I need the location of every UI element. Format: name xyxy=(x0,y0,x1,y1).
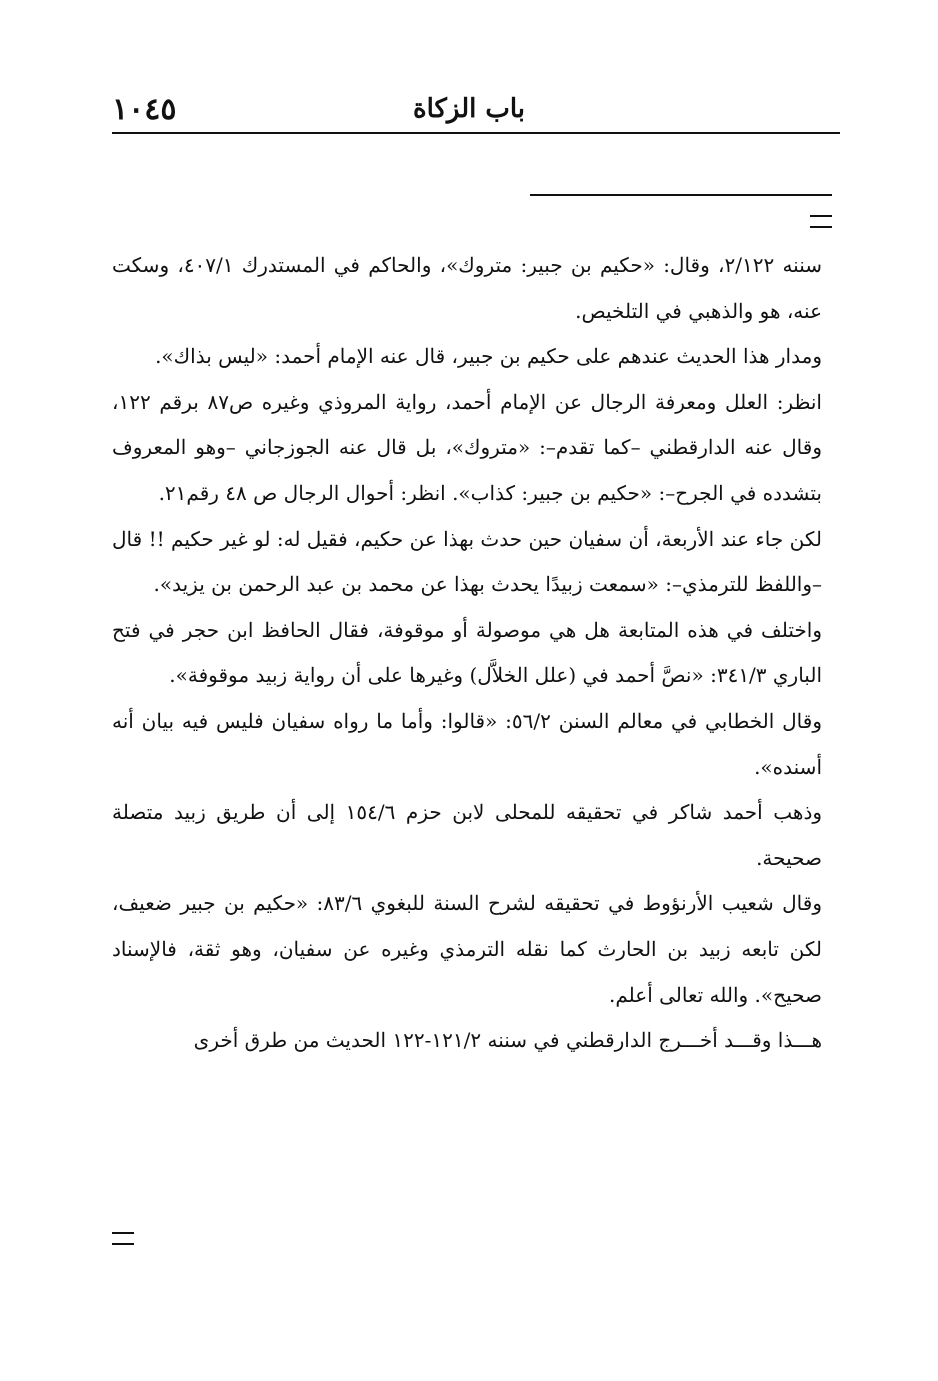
paragraph: وقال الخطابي في معالم السنن ٥٦/٢: «قالوا: وأما ما رواه سفيان فليس فيه بيان أنه أسنده». xyxy=(112,708,822,779)
paragraph: ومدار هذا الحديث عندهم على حكيم بن جبير، قال عنه الإمام أحمد: «ليس بذاك». xyxy=(155,344,822,369)
paragraph: وقال شعيب الأرنؤوط في تحقيقه لشرح السنة للبغوي ٨٣/٦: «حكيم بن جبير ضعيف، لكن تابعه زبيد بن الحارث كما نقله الترمذي وغيره عن سفيان، وهو ثقة، فالإسناد صحيح». والله تعالى أعلم. xyxy=(112,891,822,1007)
paragraph: انظر: العلل ومعرفة الرجال عن الإمام أحمد، رواية المروذي وغيره ص٨٧ برقم ١٢٢، وقال عنه الدارقطني –كما تقدم–: «متروك»، بل قال عنه الجوزجاني –وهو المعروف بتشدده في الجرح–: «حكيم بن جبير: كذاب». انظر: أحوال الرجال ص ٤٨ رقم٢١. xyxy=(112,389,822,505)
paragraph: لكن جاء عند الأربعة، أن سفيان حين حدث بهذا عن حكيم، فقيل له: لو غير حكيم !! قال –واللفظ للترمذي–: «سمعت زبيدًا يحدث بهذا عن محمد بن عبد الرحمن بن يزيد». xyxy=(112,526,822,597)
chapter-title: باب الزكاة xyxy=(412,94,526,124)
page-number: ١٠٤٥ xyxy=(112,92,177,127)
header-rule xyxy=(112,132,840,134)
continuation-mark-bottom xyxy=(112,1232,134,1245)
paragraph: وذهب أحمد شاكر في تحقيقه للمحلى لابن حزم ١٥٤/٦ إلى أن طريق زبيد متصلة صحيحة. xyxy=(112,800,823,870)
page-header xyxy=(112,92,826,132)
continuation-mark-top xyxy=(810,215,832,228)
footnote-separator-rule xyxy=(530,194,832,196)
paragraph: هـــذا وقـــد أخـــرج الدارقطني في سننه ١٢١/٢-١٢٢ الحديث من طرق أخرى xyxy=(193,1028,822,1053)
footnote-text xyxy=(112,243,822,1064)
paragraph: سننه ٢/١٢٢، وقال: «حكيم بن جبير: متروك»، والحاكم في المستدرك ٤٠٧/١، وسكت عنه، هو والذهبي في التلخيص. xyxy=(112,253,822,323)
paragraph: واختلف في هذه المتابعة هل هي موصولة أو موقوفة، فقال الحافظ ابن حجر في فتح الباري ٣٤١/٣: «نصَّ أحمد في (علل الخلاَّل) وغيرها على أن رواية زبيد موقوفة». xyxy=(112,617,822,688)
